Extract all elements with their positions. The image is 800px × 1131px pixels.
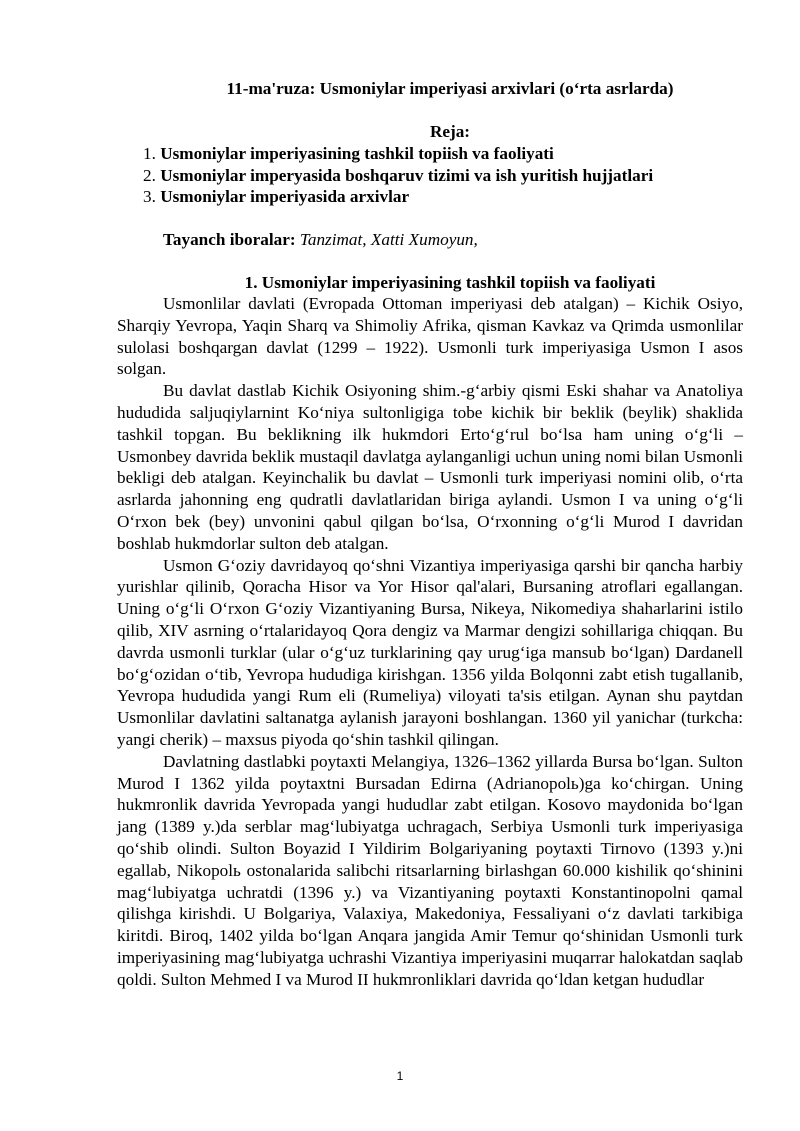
paragraph: Davlatning dastlabki poytaxti Melangiya, 1326–1362 yillarda Bursa bo‘lgan. Sulton Murod I 1362 yilda poytaxtni Bursadan Edirna (Adrianopolь)ga ko‘chirgan. Uning hukmronlik davrida Yevropada yangi hududlar zabt etilgan. Kosovo maydonida bo‘lgan jang (1389 y.)da serblar mag‘lubiyatga uchragach, Serbiya Usmonli turk imperiyasiga qo‘shib olindi. Sulton Boyazid I Yildirim Bolgariyaning poytaxti Tirnovo (1393 y.)ni egallab, Nikopolь ostonalarida salibchi ritsarlarning birlashgan 60.000 kishilik qo‘shinini mag‘lubiyatga uchratdi (1396 y.) va Vizantiyaning poytaxti Konstantinopolni qamal qilishga kirishdi. U Bolgariya, Valaxiya, Makedoniya, Fessaliyani o‘z davlati tarkibiga kiritdi. Biroq, 1402 yilda bo‘lgan Anqara jangida Amir Temur qo‘shinidan Usmonli turk imperiyasining mag‘lubiyatga uchrashi Vizantiya imperiyasini muqarrar halokatdan saqlab qoldi. Sulton Mehmed I va Murod II hukmronliklari davrida qo‘ldan ketgan hududlar — [117, 751, 743, 989]
keywords-label: Tayanch iboralar: — [163, 230, 296, 249]
plan-list — [143, 143, 653, 208]
plan-item-text: Usmoniylar imperyasida boshqaruv tizimi va ish yuritish hujjatlari — [160, 165, 654, 185]
paragraph: Usmon G‘oziy davridayoq qo‘shni Vizantiya imperiyasiga qarshi bir qancha harbiy yurishlar qilinib, Qoracha Hisor va Yor Hisor qal'alari, Bursaning atroflari egallangan. Uning o‘g‘li O‘rxon G‘oziy Vizantiyaning Bursa, Nikeya, Nikomediya shaharlarini istilo qilib, XIV asrning o‘rtalaridayoq Qora dengiz va Marmar dengizi sohillariga chiqqan. Bu davrda usmonli turklar (ular o‘g‘uz turklarining qay urug‘iga mansub bo‘lgan) Dardanell bo‘g‘ozidan o‘tib, Yevropa hududiga kirishgan. 1356 yilda Bolqonni zabt etish tugallanib, Yevropa hududida yangi Rum eli (Rumeliya) viloyati ta'sis etilgan. Aynan shu paytdan Usmonlilar davlatini saltanatga aylanish jarayoni boshlangan. 1360 yil yanichar (turkcha: yangi cherik) – maxsus piyoda qo‘shin tashkil qilingan. — [117, 555, 743, 749]
keywords-line — [163, 230, 478, 250]
plan-item-text: Usmoniylar imperiyasida arxivlar — [160, 187, 410, 206]
lecture-title: 11-ma'ruza: Usmoniylar imperiyasi arxivlari (o‘rta asrlarda) — [226, 79, 674, 98]
plan-item — [143, 143, 653, 165]
plan-item-number: 2. — [143, 165, 156, 185]
plan-item — [143, 165, 653, 187]
body-text — [117, 293, 743, 991]
page-number: 1 — [396, 1069, 404, 1083]
section-heading: 1. Usmoniylar imperiyasining tashkil topiish va faoliyati — [244, 273, 656, 292]
plan-item-number: 3. — [143, 187, 156, 206]
paragraph: Usmonlilar davlati (Evropada Ottoman imperiyasi deb atalgan) – Kichik Osiyo, Sharqiy Yevropa, Yaqin Sharq va Shimoliy Afrika, qisman Kavkaz va Qrimda usmonlilar sulolasi boshqargan davlat (1299 – 1922). Usmonli turk imperiyasiga Usmon I asos solgan. — [117, 294, 743, 379]
plan-heading: Reja: — [429, 122, 471, 141]
keywords-value: Tanzimat, Xatti Xumoyun, — [299, 230, 478, 249]
plan-item-number: 1. — [143, 144, 156, 163]
paragraph: Bu davlat dastlab Kichik Osiyoning shim.-g‘arbiy qismi Eski shahar va Anatoliya hududida saljuqiylarnint Ko‘niya sultonligiga tobe kichik bir beklik (beylik) shaklida tashkil topgan. Bu beklikning ilk hukmdori Erto‘g‘rul bo‘lsa ham uning o‘g‘li – Usmonbey davrida beklik mustaqil davlatga aylanganligi uchun uning nomi bilan Usmonli bekligi deb atalgan. Keyinchalik bu davlat – Usmonli turk imperiyasi nomini olib, o‘rta asrlarda jahonning eng qudratli davlatlaridan biriga aylandi. Usmon I va uning o‘g‘li O‘rxon bek (bey) unvonini qabul qilgan bo‘lsa, O‘rxonning o‘g‘li Murod I davridan boshlab hukmdorlar sulton deb atalgan. — [117, 381, 743, 553]
plan-item-text: Usmoniylar imperiyasining tashkil topiish va faoliyati — [160, 144, 554, 163]
plan-item — [143, 186, 653, 208]
